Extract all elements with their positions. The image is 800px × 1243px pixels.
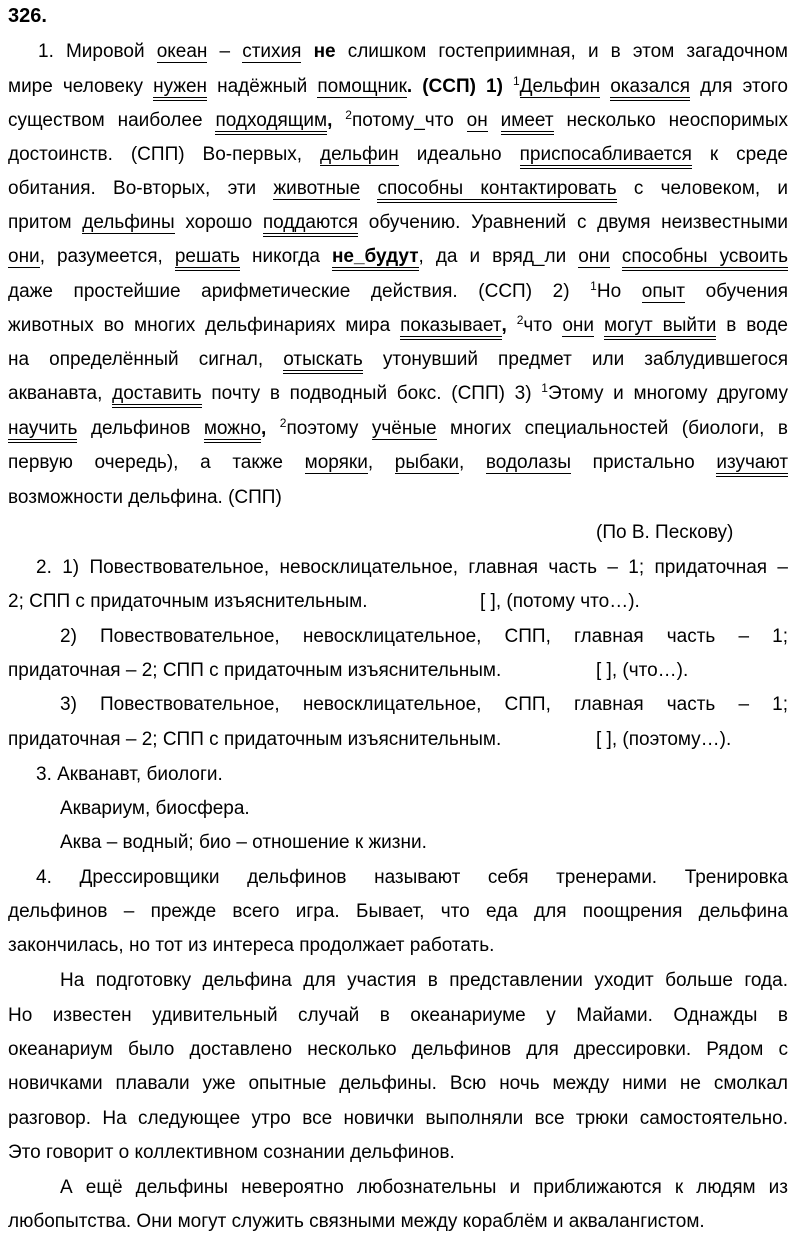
analysis-3-line-2: придаточная – 2; СПП с придаточным изъяснительным. — [8, 729, 502, 750]
analysis-3-line-1: 3) Повествовательное, невосклицательное, СПП, главная часть – 1; — [60, 694, 788, 715]
essay-p3-line-1: А ещё дельфины невероятно любознательны и приближаются к людям из — [60, 1177, 788, 1198]
analysis-2-line-1: 2) Повествовательное, невосклицательное, СПП, главная часть – 1; — [60, 626, 788, 647]
essay-p2-line-5: разговор. На следующее утро все новички выполняли все трюки самостоятельно. — [8, 1108, 788, 1129]
essay-p1-line-3: закончилась, но тот из интереса продолжает работать. — [8, 935, 495, 956]
source-attribution: (По В. Пескову) — [596, 522, 734, 543]
essay-p2-line-1: На подготовку дельфина для участия в представлении уходит больше года. — [60, 970, 788, 991]
text-line-13: первую очередь), а также моряки, рыбаки, водолазы пристально изучают — [8, 451, 788, 479]
words-line-3: Аква – водный; био – отношение к жизни. — [60, 832, 427, 853]
essay-p2-line-3: океанариум было доставлено несколько дельфинов для дрессировки. Рядом с — [8, 1039, 788, 1060]
text-line-2: мире человеку нужен надёжный помощник. (ССП) 1) $^1$Дельфин оказался для этого — [8, 75, 788, 103]
essay-p3-line-2: любопытства. Они могут служить связными между кораблём и аквалангистом. — [8, 1211, 705, 1232]
text-line-9: животных во многих дельфинариях мира показывает, $^2$что они могут выйти в воде — [8, 314, 788, 342]
essay-p1-line-2: дельфинов – прежде всего игра. Бывает, что еда для поощрения дельфина — [8, 901, 788, 922]
text-line-7: они, разумеется, решать никогда не_будут, да и вряд_ли они способны усвоить — [8, 245, 788, 273]
text-line-10: на определённый сигнал, отыскать утонувший предмет или заблудившегося — [8, 348, 788, 376]
exercise-number: 326. — [8, 5, 47, 27]
text-line-11: акванавта, доставить почту в подводный бокс. (СПП) 3) $^1$Этому и многому другому — [8, 382, 788, 410]
words-line-2: Аквариум, биосфера. — [60, 798, 250, 819]
text-line-6: притом дельфины хорошо поддаются обучению. Уравнений с двумя неизвестными — [8, 211, 788, 239]
text-line-14: возможности дельфина. (СПП) — [8, 487, 282, 508]
analysis-2-scheme: [ ], (что…). — [596, 660, 689, 681]
analysis-1-line-1: 2. 1) Повествовательное, невосклицательное, главная часть – 1; придаточная – — [36, 557, 788, 578]
analysis-3-scheme: [ ], (поэтому…). — [596, 729, 732, 750]
text-line-3: существом наиболее подходящим, $^2$потому_что он имеет несколько неоспоримых — [8, 109, 788, 137]
words-line-1: 3. Акванавт, биологи. — [36, 764, 223, 785]
analysis-2-line-2: придаточная – 2; СПП с придаточным изъяснительным. — [8, 660, 502, 681]
analysis-1-line-2: 2; СПП с придаточным изъяснительным. — [8, 591, 368, 612]
text-line-12: научить дельфинов можно, $^2$поэтому учёные многих специальностей (биологи, в — [8, 417, 788, 445]
essay-p2-line-4: новичками плавали уже опытные дельфины. Всю ночь между ними не смолкал — [8, 1073, 788, 1094]
text-line-1: 1. Мировой океан – стихия не слишком гостеприимная, и в этом загадочном — [38, 41, 788, 62]
essay-p2-line-2: Но известен удивительный случай в океанариуме у Майами. Однажды в — [8, 1005, 788, 1026]
text-line-5: обитания. Во-вторых, эти животные способны контактировать с человеком, и — [8, 177, 788, 205]
analysis-1-scheme: [ ], (потому что…). — [480, 591, 640, 612]
essay-p2-line-6: Это говорит о коллективном сознании дельфинов. — [8, 1142, 455, 1163]
text-line-8: даже простейшие арифметические действия. (ССП) 2) $^1$Но опыт обучения — [8, 279, 789, 302]
essay-p1-line-1: 4. Дрессировщики дельфинов называют себя тренерами. Тренировка — [36, 867, 788, 888]
text-line-4: достоинств. (СПП) Во-первых, дельфин идеально приспосабливается к среде — [8, 143, 788, 171]
